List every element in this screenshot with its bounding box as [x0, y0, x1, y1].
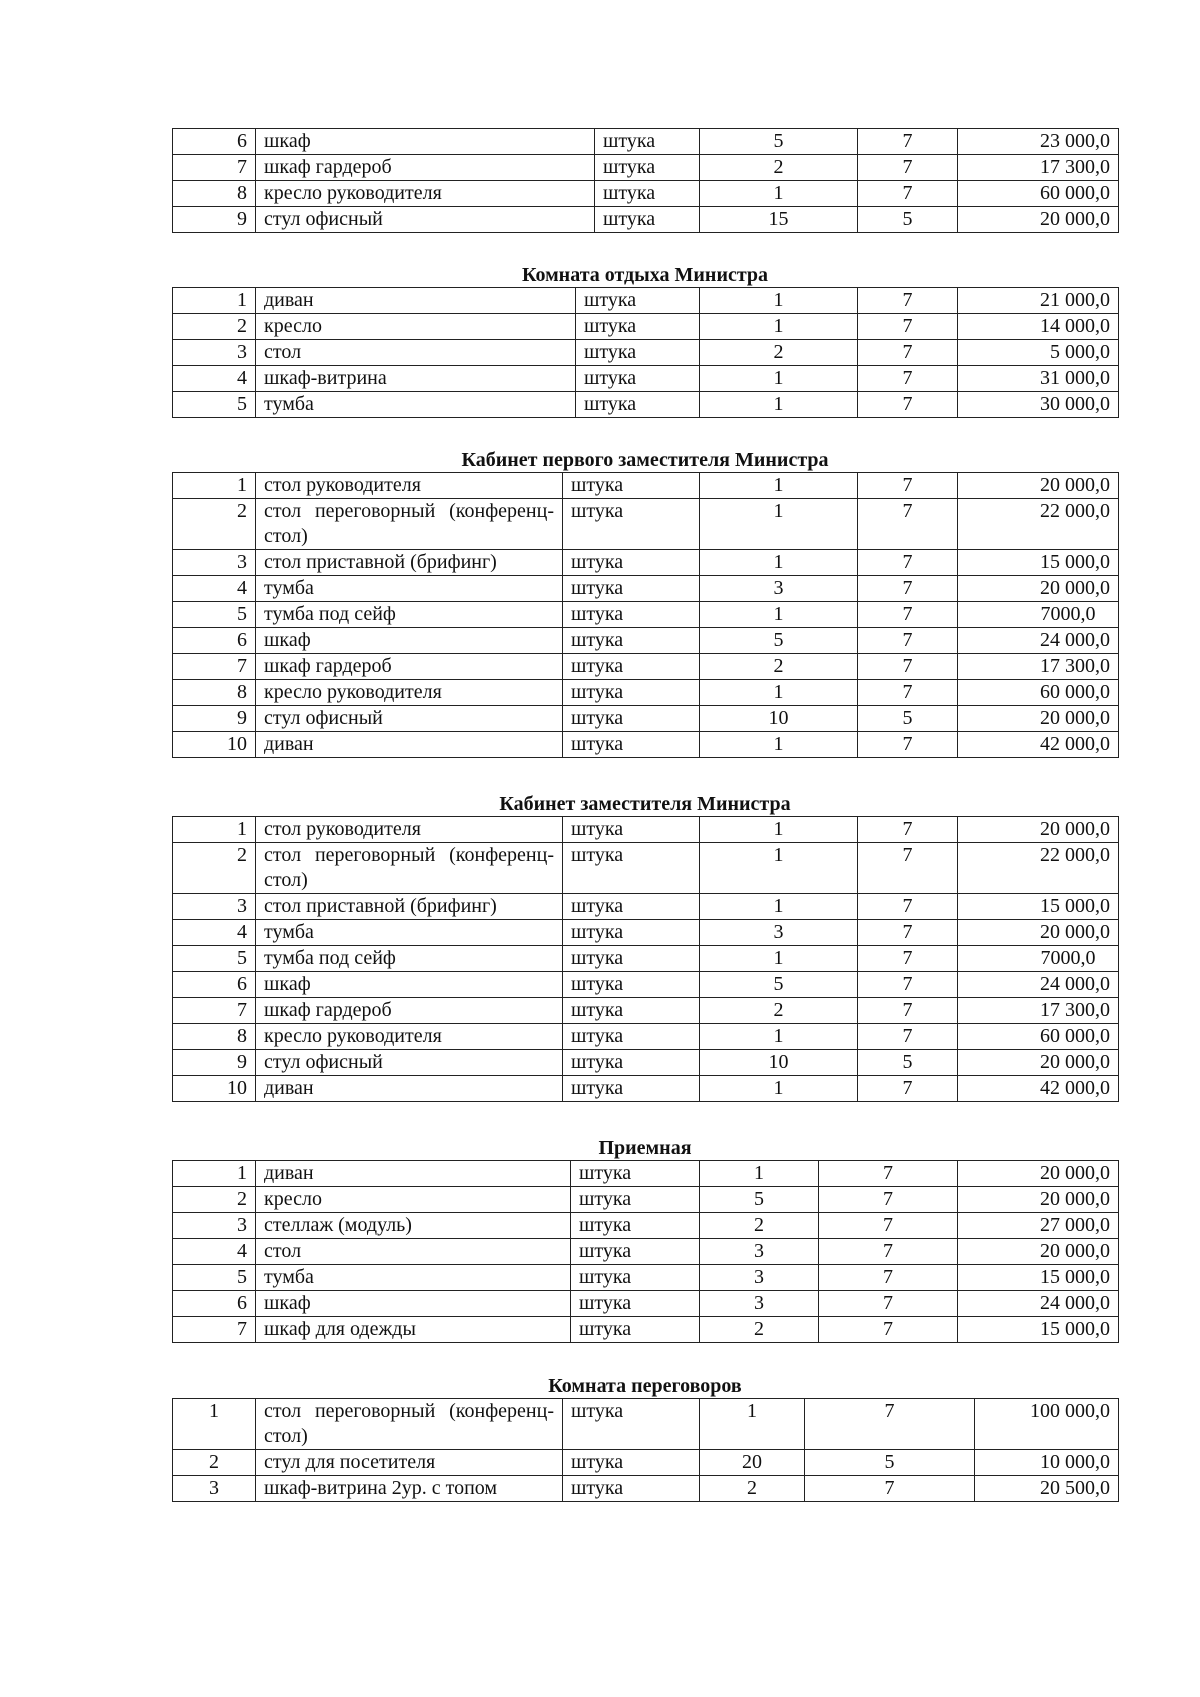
- row-number-cell: 1: [173, 1399, 256, 1450]
- price-cell: 20 000,0: [958, 1161, 1119, 1187]
- item-name-cell: шкаф для одежды: [256, 1317, 571, 1343]
- service-life-cell: 7: [858, 129, 958, 155]
- service-life-cell: 7: [858, 550, 958, 576]
- price-cell: 10 000,0: [975, 1450, 1119, 1476]
- unit-cell: штука: [576, 288, 700, 314]
- price-cell: 24 000,0: [958, 628, 1119, 654]
- service-life-cell: 7: [858, 998, 958, 1024]
- table-row: [173, 1399, 1119, 1450]
- price-cell: 27 000,0: [958, 1213, 1119, 1239]
- table-row: [173, 207, 1119, 233]
- item-name-cell: шкаф: [256, 628, 563, 654]
- item-name-cell: кресло: [256, 314, 576, 340]
- row-number-cell: 2: [173, 499, 256, 550]
- quantity-cell: 1: [700, 680, 858, 706]
- unit-cell: штука: [576, 366, 700, 392]
- quantity-cell: 5: [700, 628, 858, 654]
- table-row: [173, 499, 1119, 550]
- item-name-cell: стол переговорный (конференц-стол): [256, 499, 563, 550]
- row-number-cell: 5: [173, 392, 256, 418]
- table-row: [173, 946, 1119, 972]
- service-life-cell: 7: [858, 155, 958, 181]
- section-heading: Кабинет первого заместителя Министра: [461, 449, 829, 471]
- price-cell: 30 000,0: [958, 392, 1119, 418]
- service-life-cell: 5: [858, 1050, 958, 1076]
- unit-cell: штука: [563, 1050, 700, 1076]
- item-name-cell: диван: [256, 1076, 563, 1102]
- item-name-cell: кресло руководителя: [256, 1024, 563, 1050]
- item-name-cell: стол руководителя: [256, 817, 563, 843]
- unit-cell: штука: [563, 550, 700, 576]
- row-number-cell: 2: [173, 314, 256, 340]
- item-name-cell: диван: [256, 288, 576, 314]
- row-number-cell: 1: [173, 473, 256, 499]
- unit-cell: штука: [571, 1187, 700, 1213]
- price-cell: 31 000,0: [958, 366, 1119, 392]
- unit-cell: штука: [563, 946, 700, 972]
- table-row: [173, 314, 1119, 340]
- table-row: [173, 181, 1119, 207]
- item-name-cell: шкаф гардероб: [256, 998, 563, 1024]
- service-life-cell: 5: [858, 706, 958, 732]
- unit-cell: штука: [563, 706, 700, 732]
- price-cell: 20 000,0: [958, 1187, 1119, 1213]
- quantity-cell: 5: [700, 972, 858, 998]
- row-number-cell: 1: [173, 817, 256, 843]
- unit-cell: штука: [571, 1265, 700, 1291]
- service-life-cell: 7: [858, 576, 958, 602]
- unit-cell: штука: [563, 473, 700, 499]
- unit-cell: штука: [563, 817, 700, 843]
- item-name-cell: стол руководителя: [256, 473, 563, 499]
- price-cell: 23 000,0: [958, 129, 1119, 155]
- row-number-cell: 4: [173, 1239, 256, 1265]
- service-life-cell: 7: [858, 181, 958, 207]
- row-number-cell: 10: [173, 1076, 256, 1102]
- price-cell: 21 000,0: [958, 288, 1119, 314]
- price-cell: 15 000,0: [958, 550, 1119, 576]
- item-name-cell: стол приставной (брифинг): [256, 550, 563, 576]
- furniture-table: [172, 1160, 1119, 1343]
- service-life-cell: 7: [858, 499, 958, 550]
- table-row: [173, 706, 1119, 732]
- row-number-cell: 7: [173, 155, 256, 181]
- row-number-cell: 9: [173, 1050, 256, 1076]
- unit-cell: штука: [563, 1476, 700, 1502]
- table-row: [173, 654, 1119, 680]
- quantity-cell: 2: [700, 654, 858, 680]
- quantity-cell: 1: [700, 392, 858, 418]
- unit-cell: штука: [595, 129, 700, 155]
- item-name-cell: стол приставной (брифинг): [256, 894, 563, 920]
- row-number-cell: 5: [173, 1265, 256, 1291]
- table-row: [173, 155, 1119, 181]
- price-cell: 20 000,0: [958, 1050, 1119, 1076]
- quantity-cell: 3: [700, 576, 858, 602]
- table-row: [173, 732, 1119, 758]
- table-row: [173, 1476, 1119, 1502]
- service-life-cell: 7: [805, 1476, 975, 1502]
- row-number-cell: 4: [173, 366, 256, 392]
- service-life-cell: 7: [819, 1317, 958, 1343]
- quantity-cell: 1: [700, 602, 858, 628]
- service-life-cell: 7: [858, 314, 958, 340]
- table-row: [173, 1239, 1119, 1265]
- unit-cell: штука: [563, 998, 700, 1024]
- service-life-cell: 7: [858, 894, 958, 920]
- table-row: [173, 473, 1119, 499]
- table-row: [173, 680, 1119, 706]
- price-cell: 100 000,0: [975, 1399, 1119, 1450]
- item-name-cell: тумба: [256, 392, 576, 418]
- quantity-cell: 1: [700, 1399, 805, 1450]
- row-number-cell: 6: [173, 628, 256, 654]
- section-heading: Комната переговоров: [548, 1375, 742, 1397]
- table-row: [173, 392, 1119, 418]
- service-life-cell: 7: [819, 1239, 958, 1265]
- row-number-cell: 3: [173, 340, 256, 366]
- quantity-cell: 1: [700, 1161, 819, 1187]
- service-life-cell: 7: [858, 628, 958, 654]
- furniture-table: [172, 816, 1119, 1102]
- unit-cell: штука: [563, 920, 700, 946]
- quantity-cell: 1: [700, 946, 858, 972]
- section-heading: Кабинет заместителя Министра: [499, 793, 791, 815]
- unit-cell: штука: [563, 732, 700, 758]
- price-cell: 20 000,0: [958, 920, 1119, 946]
- service-life-cell: 7: [805, 1399, 975, 1450]
- row-number-cell: 9: [173, 207, 256, 233]
- price-cell: 60 000,0: [958, 680, 1119, 706]
- unit-cell: штука: [563, 576, 700, 602]
- item-name-cell: шкаф: [256, 129, 595, 155]
- service-life-cell: 7: [858, 366, 958, 392]
- price-cell: 5 000,0: [958, 340, 1119, 366]
- item-name-cell: стеллаж (модуль): [256, 1213, 571, 1239]
- table-block-1: [172, 287, 1118, 418]
- quantity-cell: 5: [700, 1187, 819, 1213]
- item-name-cell: стул офисный: [256, 706, 563, 732]
- service-life-cell: 7: [819, 1213, 958, 1239]
- unit-cell: штука: [563, 1024, 700, 1050]
- quantity-cell: 1: [700, 894, 858, 920]
- table-block-3: [172, 816, 1118, 1102]
- unit-cell: штука: [563, 1076, 700, 1102]
- item-name-cell: диван: [256, 1161, 571, 1187]
- unit-cell: штука: [563, 894, 700, 920]
- table-row: [173, 817, 1119, 843]
- unit-cell: штука: [571, 1213, 700, 1239]
- quantity-cell: 1: [700, 366, 858, 392]
- row-number-cell: 5: [173, 946, 256, 972]
- unit-cell: штука: [563, 628, 700, 654]
- unit-cell: штука: [563, 680, 700, 706]
- row-number-cell: 6: [173, 972, 256, 998]
- service-life-cell: 7: [858, 680, 958, 706]
- table-row: [173, 1213, 1119, 1239]
- section-heading: Комната отдыха Министра: [521, 264, 769, 286]
- unit-cell: штука: [563, 1399, 700, 1450]
- row-number-cell: 7: [173, 654, 256, 680]
- item-name-cell: тумба: [256, 1265, 571, 1291]
- quantity-cell: 2: [700, 155, 858, 181]
- table-row: [173, 1076, 1119, 1102]
- table-row: [173, 602, 1119, 628]
- row-number-cell: 3: [173, 894, 256, 920]
- price-cell: 15 000,0: [958, 1317, 1119, 1343]
- table-row: [173, 843, 1119, 894]
- unit-cell: штука: [595, 207, 700, 233]
- price-cell: 17 300,0: [958, 155, 1119, 181]
- row-number-cell: 1: [173, 1161, 256, 1187]
- quantity-cell: 1: [700, 843, 858, 894]
- service-life-cell: 7: [858, 732, 958, 758]
- table-row: [173, 894, 1119, 920]
- quantity-cell: 1: [700, 1024, 858, 1050]
- price-cell: 20 000,0: [958, 576, 1119, 602]
- table-row: [173, 920, 1119, 946]
- service-life-cell: 7: [858, 392, 958, 418]
- item-name-cell: стол переговорный (конференц-стол): [256, 1399, 563, 1450]
- price-cell: 17 300,0: [958, 654, 1119, 680]
- item-name-cell: стол переговорный (конференц-стол): [256, 843, 563, 894]
- row-number-cell: 1: [173, 288, 256, 314]
- table-row: [173, 1024, 1119, 1050]
- row-number-cell: 3: [173, 1476, 256, 1502]
- quantity-cell: 2: [700, 1213, 819, 1239]
- row-number-cell: 8: [173, 1024, 256, 1050]
- row-number-cell: 8: [173, 680, 256, 706]
- row-number-cell: 6: [173, 1291, 256, 1317]
- quantity-cell: 3: [700, 920, 858, 946]
- quantity-cell: 2: [700, 998, 858, 1024]
- quantity-cell: 1: [700, 1076, 858, 1102]
- row-number-cell: 3: [173, 550, 256, 576]
- table-row: [173, 628, 1119, 654]
- price-cell: 20 500,0: [975, 1476, 1119, 1502]
- quantity-cell: 2: [700, 340, 858, 366]
- quantity-cell: 1: [700, 473, 858, 499]
- row-number-cell: 3: [173, 1213, 256, 1239]
- quantity-cell: 15: [700, 207, 858, 233]
- item-name-cell: тумба: [256, 920, 563, 946]
- price-cell: 42 000,0: [958, 732, 1119, 758]
- item-name-cell: шкаф-витрина: [256, 366, 576, 392]
- price-cell: 7000,0: [958, 602, 1119, 628]
- quantity-cell: 1: [700, 732, 858, 758]
- table-row: [173, 1265, 1119, 1291]
- item-name-cell: стул для посетителя: [256, 1450, 563, 1476]
- table-row: [173, 1161, 1119, 1187]
- quantity-cell: 1: [700, 181, 858, 207]
- quantity-cell: 1: [700, 288, 858, 314]
- service-life-cell: 5: [858, 207, 958, 233]
- row-number-cell: 5: [173, 602, 256, 628]
- furniture-table: [172, 472, 1119, 758]
- unit-cell: штука: [571, 1239, 700, 1265]
- service-life-cell: 5: [805, 1450, 975, 1476]
- unit-cell: штука: [563, 1450, 700, 1476]
- quantity-cell: 20: [700, 1450, 805, 1476]
- price-cell: 22 000,0: [958, 499, 1119, 550]
- quantity-cell: 3: [700, 1239, 819, 1265]
- quantity-cell: 1: [700, 550, 858, 576]
- item-name-cell: кресло руководителя: [256, 680, 563, 706]
- table-row: [173, 1187, 1119, 1213]
- quantity-cell: 1: [700, 817, 858, 843]
- service-life-cell: 7: [858, 946, 958, 972]
- unit-cell: штука: [576, 392, 700, 418]
- unit-cell: штука: [576, 340, 700, 366]
- table-block-0: [172, 128, 1118, 233]
- item-name-cell: кресло: [256, 1187, 571, 1213]
- table-row: [173, 1317, 1119, 1343]
- table-row: [173, 1291, 1119, 1317]
- unit-cell: штука: [595, 181, 700, 207]
- furniture-table: [172, 287, 1119, 418]
- item-name-cell: диван: [256, 732, 563, 758]
- price-cell: 24 000,0: [958, 1291, 1119, 1317]
- section-heading: Приемная: [598, 1137, 692, 1159]
- price-cell: 20 000,0: [958, 1239, 1119, 1265]
- row-number-cell: 4: [173, 920, 256, 946]
- row-number-cell: 6: [173, 129, 256, 155]
- row-number-cell: 9: [173, 706, 256, 732]
- unit-cell: штука: [563, 972, 700, 998]
- unit-cell: штука: [571, 1161, 700, 1187]
- quantity-cell: 3: [700, 1265, 819, 1291]
- row-number-cell: 2: [173, 843, 256, 894]
- price-cell: 42 000,0: [958, 1076, 1119, 1102]
- row-number-cell: 2: [173, 1450, 256, 1476]
- table-row: [173, 340, 1119, 366]
- service-life-cell: 7: [858, 817, 958, 843]
- price-cell: 20 000,0: [958, 473, 1119, 499]
- service-life-cell: 7: [858, 1076, 958, 1102]
- service-life-cell: 7: [858, 1024, 958, 1050]
- quantity-cell: 1: [700, 499, 858, 550]
- price-cell: 14 000,0: [958, 314, 1119, 340]
- price-cell: 60 000,0: [958, 1024, 1119, 1050]
- unit-cell: штука: [563, 843, 700, 894]
- row-number-cell: 8: [173, 181, 256, 207]
- table-block-5: [172, 1398, 1118, 1502]
- item-name-cell: шкаф: [256, 972, 563, 998]
- item-name-cell: шкаф-витрина 2ур. с топом: [256, 1476, 563, 1502]
- table-block-4: [172, 1160, 1118, 1343]
- unit-cell: штука: [563, 654, 700, 680]
- row-number-cell: 7: [173, 998, 256, 1024]
- table-row: [173, 288, 1119, 314]
- service-life-cell: 7: [819, 1187, 958, 1213]
- service-life-cell: 7: [858, 920, 958, 946]
- service-life-cell: 7: [858, 602, 958, 628]
- quantity-cell: 10: [700, 706, 858, 732]
- price-cell: 15 000,0: [958, 1265, 1119, 1291]
- unit-cell: штука: [576, 314, 700, 340]
- price-cell: 20 000,0: [958, 706, 1119, 732]
- price-cell: 17 300,0: [958, 998, 1119, 1024]
- unit-cell: штука: [571, 1317, 700, 1343]
- price-cell: 60 000,0: [958, 181, 1119, 207]
- unit-cell: штука: [595, 155, 700, 181]
- item-name-cell: стол: [256, 340, 576, 366]
- table-row: [173, 1050, 1119, 1076]
- unit-cell: штука: [571, 1291, 700, 1317]
- table-row: [173, 972, 1119, 998]
- price-cell: 24 000,0: [958, 972, 1119, 998]
- service-life-cell: 7: [858, 972, 958, 998]
- item-name-cell: тумба под сейф: [256, 602, 563, 628]
- item-name-cell: тумба под сейф: [256, 946, 563, 972]
- row-number-cell: 10: [173, 732, 256, 758]
- table-row: [173, 550, 1119, 576]
- service-life-cell: 7: [858, 473, 958, 499]
- service-life-cell: 7: [819, 1161, 958, 1187]
- furniture-table: [172, 1398, 1119, 1502]
- item-name-cell: шкаф: [256, 1291, 571, 1317]
- item-name-cell: стул офисный: [256, 1050, 563, 1076]
- service-life-cell: 7: [819, 1265, 958, 1291]
- item-name-cell: стол: [256, 1239, 571, 1265]
- service-life-cell: 7: [858, 654, 958, 680]
- quantity-cell: 5: [700, 129, 858, 155]
- quantity-cell: 3: [700, 1291, 819, 1317]
- unit-cell: штука: [563, 602, 700, 628]
- price-cell: 20 000,0: [958, 207, 1119, 233]
- item-name-cell: шкаф гардероб: [256, 155, 595, 181]
- price-cell: 15 000,0: [958, 894, 1119, 920]
- price-cell: 20 000,0: [958, 817, 1119, 843]
- item-name-cell: тумба: [256, 576, 563, 602]
- row-number-cell: 7: [173, 1317, 256, 1343]
- table-row: [173, 1450, 1119, 1476]
- item-name-cell: стул офисный: [256, 207, 595, 233]
- quantity-cell: 1: [700, 314, 858, 340]
- table-row: [173, 129, 1119, 155]
- table-row: [173, 366, 1119, 392]
- service-life-cell: 7: [858, 288, 958, 314]
- item-name-cell: кресло руководителя: [256, 181, 595, 207]
- table-row: [173, 576, 1119, 602]
- service-life-cell: 7: [858, 843, 958, 894]
- quantity-cell: 2: [700, 1317, 819, 1343]
- row-number-cell: 2: [173, 1187, 256, 1213]
- unit-cell: штука: [563, 499, 700, 550]
- table-row: [173, 998, 1119, 1024]
- item-name-cell: шкаф гардероб: [256, 654, 563, 680]
- quantity-cell: 2: [700, 1476, 805, 1502]
- furniture-table: [172, 128, 1119, 233]
- row-number-cell: 4: [173, 576, 256, 602]
- table-block-2: [172, 472, 1118, 758]
- service-life-cell: 7: [858, 340, 958, 366]
- price-cell: 22 000,0: [958, 843, 1119, 894]
- quantity-cell: 10: [700, 1050, 858, 1076]
- service-life-cell: 7: [819, 1291, 958, 1317]
- price-cell: 7000,0: [958, 946, 1119, 972]
